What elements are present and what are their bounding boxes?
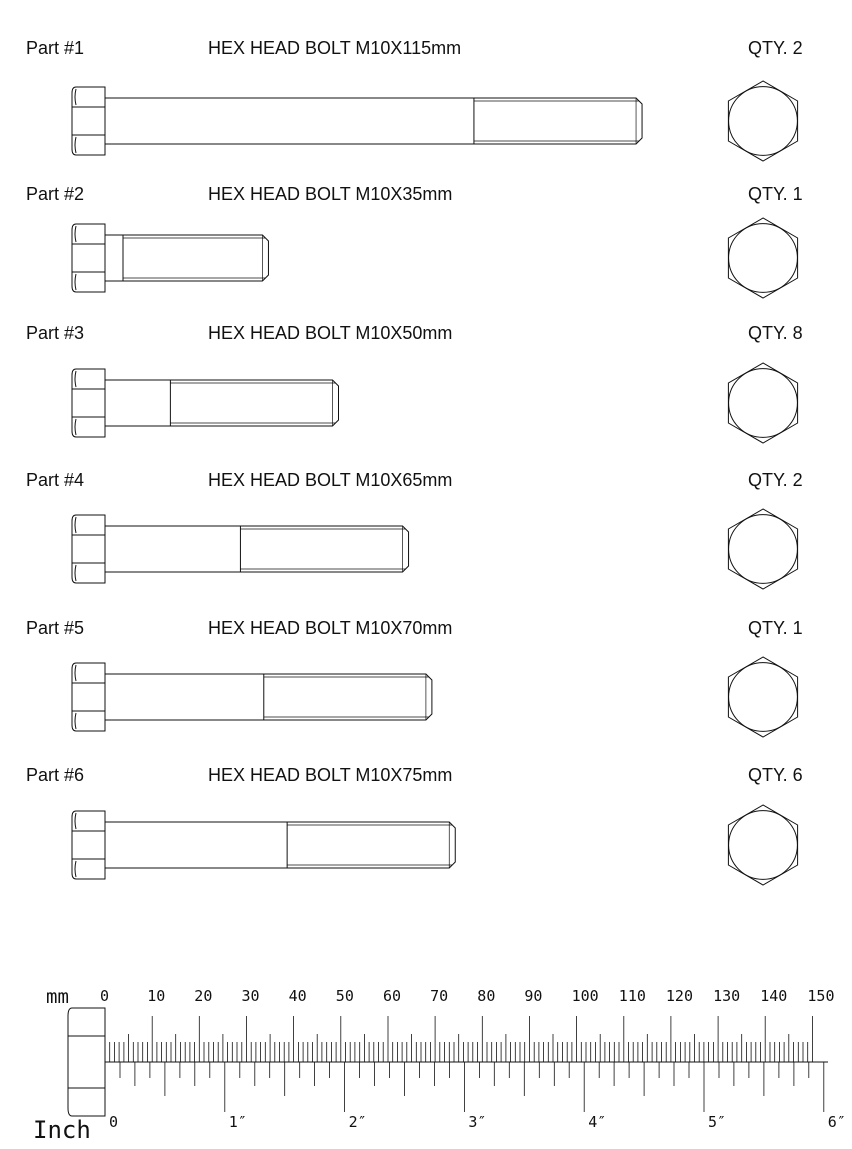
bolt-head — [72, 811, 105, 879]
hex-end-view — [728, 509, 797, 589]
hex-end-circle — [729, 515, 798, 584]
bolt-shank — [105, 235, 268, 281]
part-number: Part #1 — [26, 38, 85, 58]
bolt-head-chamfer — [75, 137, 76, 153]
part-qty: QTY. 2 — [748, 470, 803, 490]
part-number: Part #6 — [26, 765, 85, 785]
mm-tick-label: 130 — [713, 987, 741, 1005]
mm-tick-label: 70 — [430, 987, 449, 1005]
part-number: Part #4 — [26, 470, 85, 490]
part-qty: QTY. 2 — [748, 38, 803, 58]
hex-end-circle — [729, 224, 798, 293]
inch-tick-label: 5″ — [708, 1113, 727, 1131]
bolt-side-view — [72, 663, 432, 731]
bolt-head-chamfer — [75, 517, 76, 533]
part-name: HEX HEAD BOLT M10X65mm — [208, 470, 453, 490]
part-qty: QTY. 6 — [748, 765, 803, 785]
bolt-head-chamfer — [75, 89, 76, 105]
bolt-head-chamfer — [75, 713, 76, 729]
bolt-shank — [105, 380, 339, 426]
bolt-side-view — [72, 224, 268, 292]
mm-tick-label: 100 — [571, 987, 599, 1005]
bolt-side-view — [72, 87, 642, 155]
inch-tick-label: 2″ — [348, 1113, 367, 1131]
bolt-head-chamfer — [75, 861, 76, 877]
ruler-head-outline — [68, 1008, 105, 1116]
hex-end-circle — [729, 811, 798, 880]
ruler-bolt-head — [68, 1008, 105, 1116]
mm-tick-label: 140 — [760, 987, 788, 1005]
part-number: Part #2 — [26, 184, 85, 204]
hex-end-view — [728, 805, 797, 885]
part-name: HEX HEAD BOLT M10X75mm — [208, 765, 453, 785]
mm-tick-label: 90 — [524, 987, 543, 1005]
bolt-head-chamfer — [75, 419, 76, 435]
part-qty: QTY. 1 — [748, 618, 803, 638]
inch-tick-label: 1″ — [228, 1113, 247, 1131]
bolt-side-view — [72, 811, 455, 879]
mm-tick-label: 10 — [147, 987, 166, 1005]
hex-end-circle — [729, 663, 798, 732]
bolt-head — [72, 369, 105, 437]
inch-tick-label: 6″ — [827, 1113, 846, 1131]
hex-end-view — [728, 363, 797, 443]
mm-tick-label: 0 — [100, 987, 110, 1005]
bolt-head-chamfer — [75, 371, 76, 387]
part-qty: QTY. 8 — [748, 323, 803, 343]
bolt-shank — [105, 98, 642, 144]
part-name: HEX HEAD BOLT M10X35mm — [208, 184, 453, 204]
bolt-head-chamfer — [75, 226, 76, 242]
bolt-shank — [105, 822, 455, 868]
ruler-mm-label: mm — [46, 986, 69, 1008]
mm-tick-label: 40 — [288, 987, 307, 1005]
bolt-head-chamfer — [75, 274, 76, 290]
hex-end-view — [728, 218, 797, 298]
bolt-head — [72, 224, 105, 292]
hex-end-circle — [729, 369, 798, 438]
bolt-side-view — [72, 515, 409, 583]
mm-tick-label: 30 — [241, 987, 260, 1005]
inch-tick-label: 4″ — [588, 1113, 607, 1131]
part-name: HEX HEAD BOLT M10X50mm — [208, 323, 453, 343]
mm-tick-label: 110 — [618, 987, 646, 1005]
bolt-shank — [105, 674, 432, 720]
part-number: Part #5 — [26, 618, 85, 638]
hex-end-circle — [729, 87, 798, 156]
ruler-inch-label: Inch — [33, 1116, 91, 1144]
mm-tick-label: 50 — [335, 987, 354, 1005]
bolt-head — [72, 87, 105, 155]
part-number: Part #3 — [26, 323, 85, 343]
inch-tick-label: 3″ — [468, 1113, 487, 1131]
mm-tick-label: 60 — [383, 987, 402, 1005]
mm-tick-label: 20 — [194, 987, 213, 1005]
mm-tick-label: 150 — [807, 987, 835, 1005]
part-name: HEX HEAD BOLT M10X70mm — [208, 618, 453, 638]
bolt-head-chamfer — [75, 665, 76, 681]
part-name: HEX HEAD BOLT M10X115mm — [208, 38, 462, 58]
hex-end-view — [728, 657, 797, 737]
bolt-head-chamfer — [75, 565, 76, 581]
bolt-side-view — [72, 369, 339, 437]
bolt-head — [72, 663, 105, 731]
mm-tick-label: 120 — [665, 987, 693, 1005]
inch-tick-label: 0 — [109, 1113, 119, 1131]
bolt-head — [72, 515, 105, 583]
mm-tick-label: 80 — [477, 987, 496, 1005]
hex-end-view — [728, 81, 797, 161]
part-qty: QTY. 1 — [748, 184, 803, 204]
bolt-head-chamfer — [75, 813, 76, 829]
bolt-shank — [105, 526, 409, 572]
